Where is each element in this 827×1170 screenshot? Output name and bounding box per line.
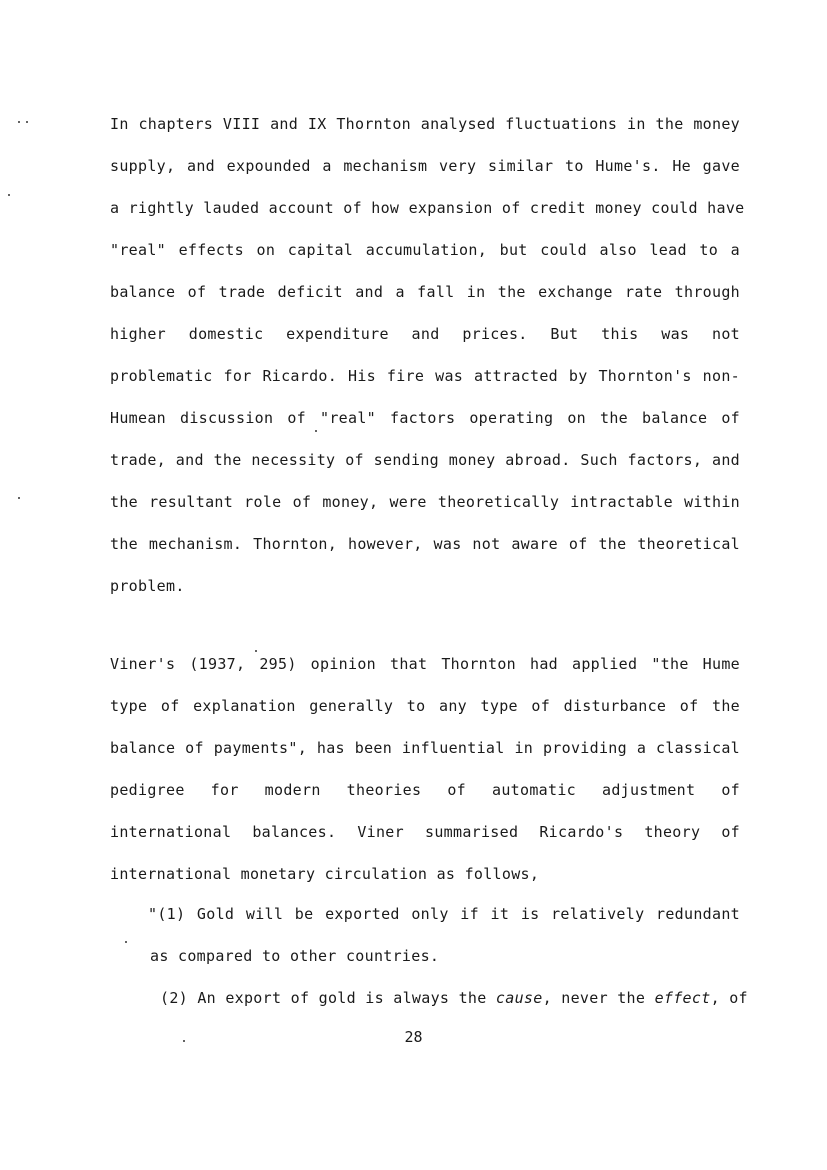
text-line: Viner's (1937, 295) opinion that Thornton had applied "the Hume [110, 655, 740, 673]
quote-text: , never the [542, 989, 655, 1007]
text-line: international monetary circulation as follows, [110, 865, 540, 883]
scan-speck [315, 430, 317, 432]
scan-speck [183, 1040, 185, 1042]
scan-speck [255, 650, 257, 652]
scan-speck [18, 121, 20, 123]
text-line: trade, and the necessity of sending money abroad. Such factors, and [110, 451, 740, 469]
text-line: pedigree for modern theories of automatic adjustment of [110, 781, 740, 799]
text-line: a rightly lauded account of how expansion of credit money could have [110, 199, 745, 217]
scan-speck [18, 497, 20, 499]
text-line: "real" effects on capital accumulation, but could also lead to a [110, 241, 740, 259]
scan-speck [8, 194, 10, 196]
quote-line [160, 988, 748, 1008]
quote-line: "(1) Gold will be exported only if it is relatively redundant [148, 905, 740, 923]
text-line: In chapters VIII and IX Thornton analysed fluctuations in the money [110, 115, 740, 133]
scan-speck [26, 121, 28, 123]
text-line: type of explanation generally to any type of disturbance of the [110, 697, 740, 715]
text-line: international balances. Viner summarised Ricardo's theory of [110, 823, 740, 841]
text-line: balance of payments", has been influential in providing a classical [110, 739, 740, 757]
emphasis-cause: cause [495, 989, 543, 1007]
text-line: the resultant role of money, were theoretically intractable within [110, 493, 740, 511]
text-line: problem. [110, 577, 185, 595]
quote-text: (2) An export of gold is always the [160, 989, 496, 1007]
page-number: 28 [404, 1028, 423, 1046]
scan-speck [125, 941, 127, 943]
quote-text: , of [710, 989, 748, 1007]
text-line: Humean discussion of "real" factors operating on the balance of [110, 409, 740, 427]
emphasis-effect: effect [654, 989, 711, 1007]
text-line: higher domestic expenditure and prices. But this was not [110, 325, 740, 343]
text-line: problematic for Ricardo. His fire was attracted by Thornton's non- [110, 367, 740, 385]
quote-line: as compared to other countries. [150, 947, 440, 965]
text-line: supply, and expounded a mechanism very similar to Hume's. He gave [110, 157, 740, 175]
text-line: the mechanism. Thornton, however, was not aware of the theoretical [110, 535, 740, 553]
text-line: balance of trade deficit and a fall in the exchange rate through [110, 283, 740, 301]
